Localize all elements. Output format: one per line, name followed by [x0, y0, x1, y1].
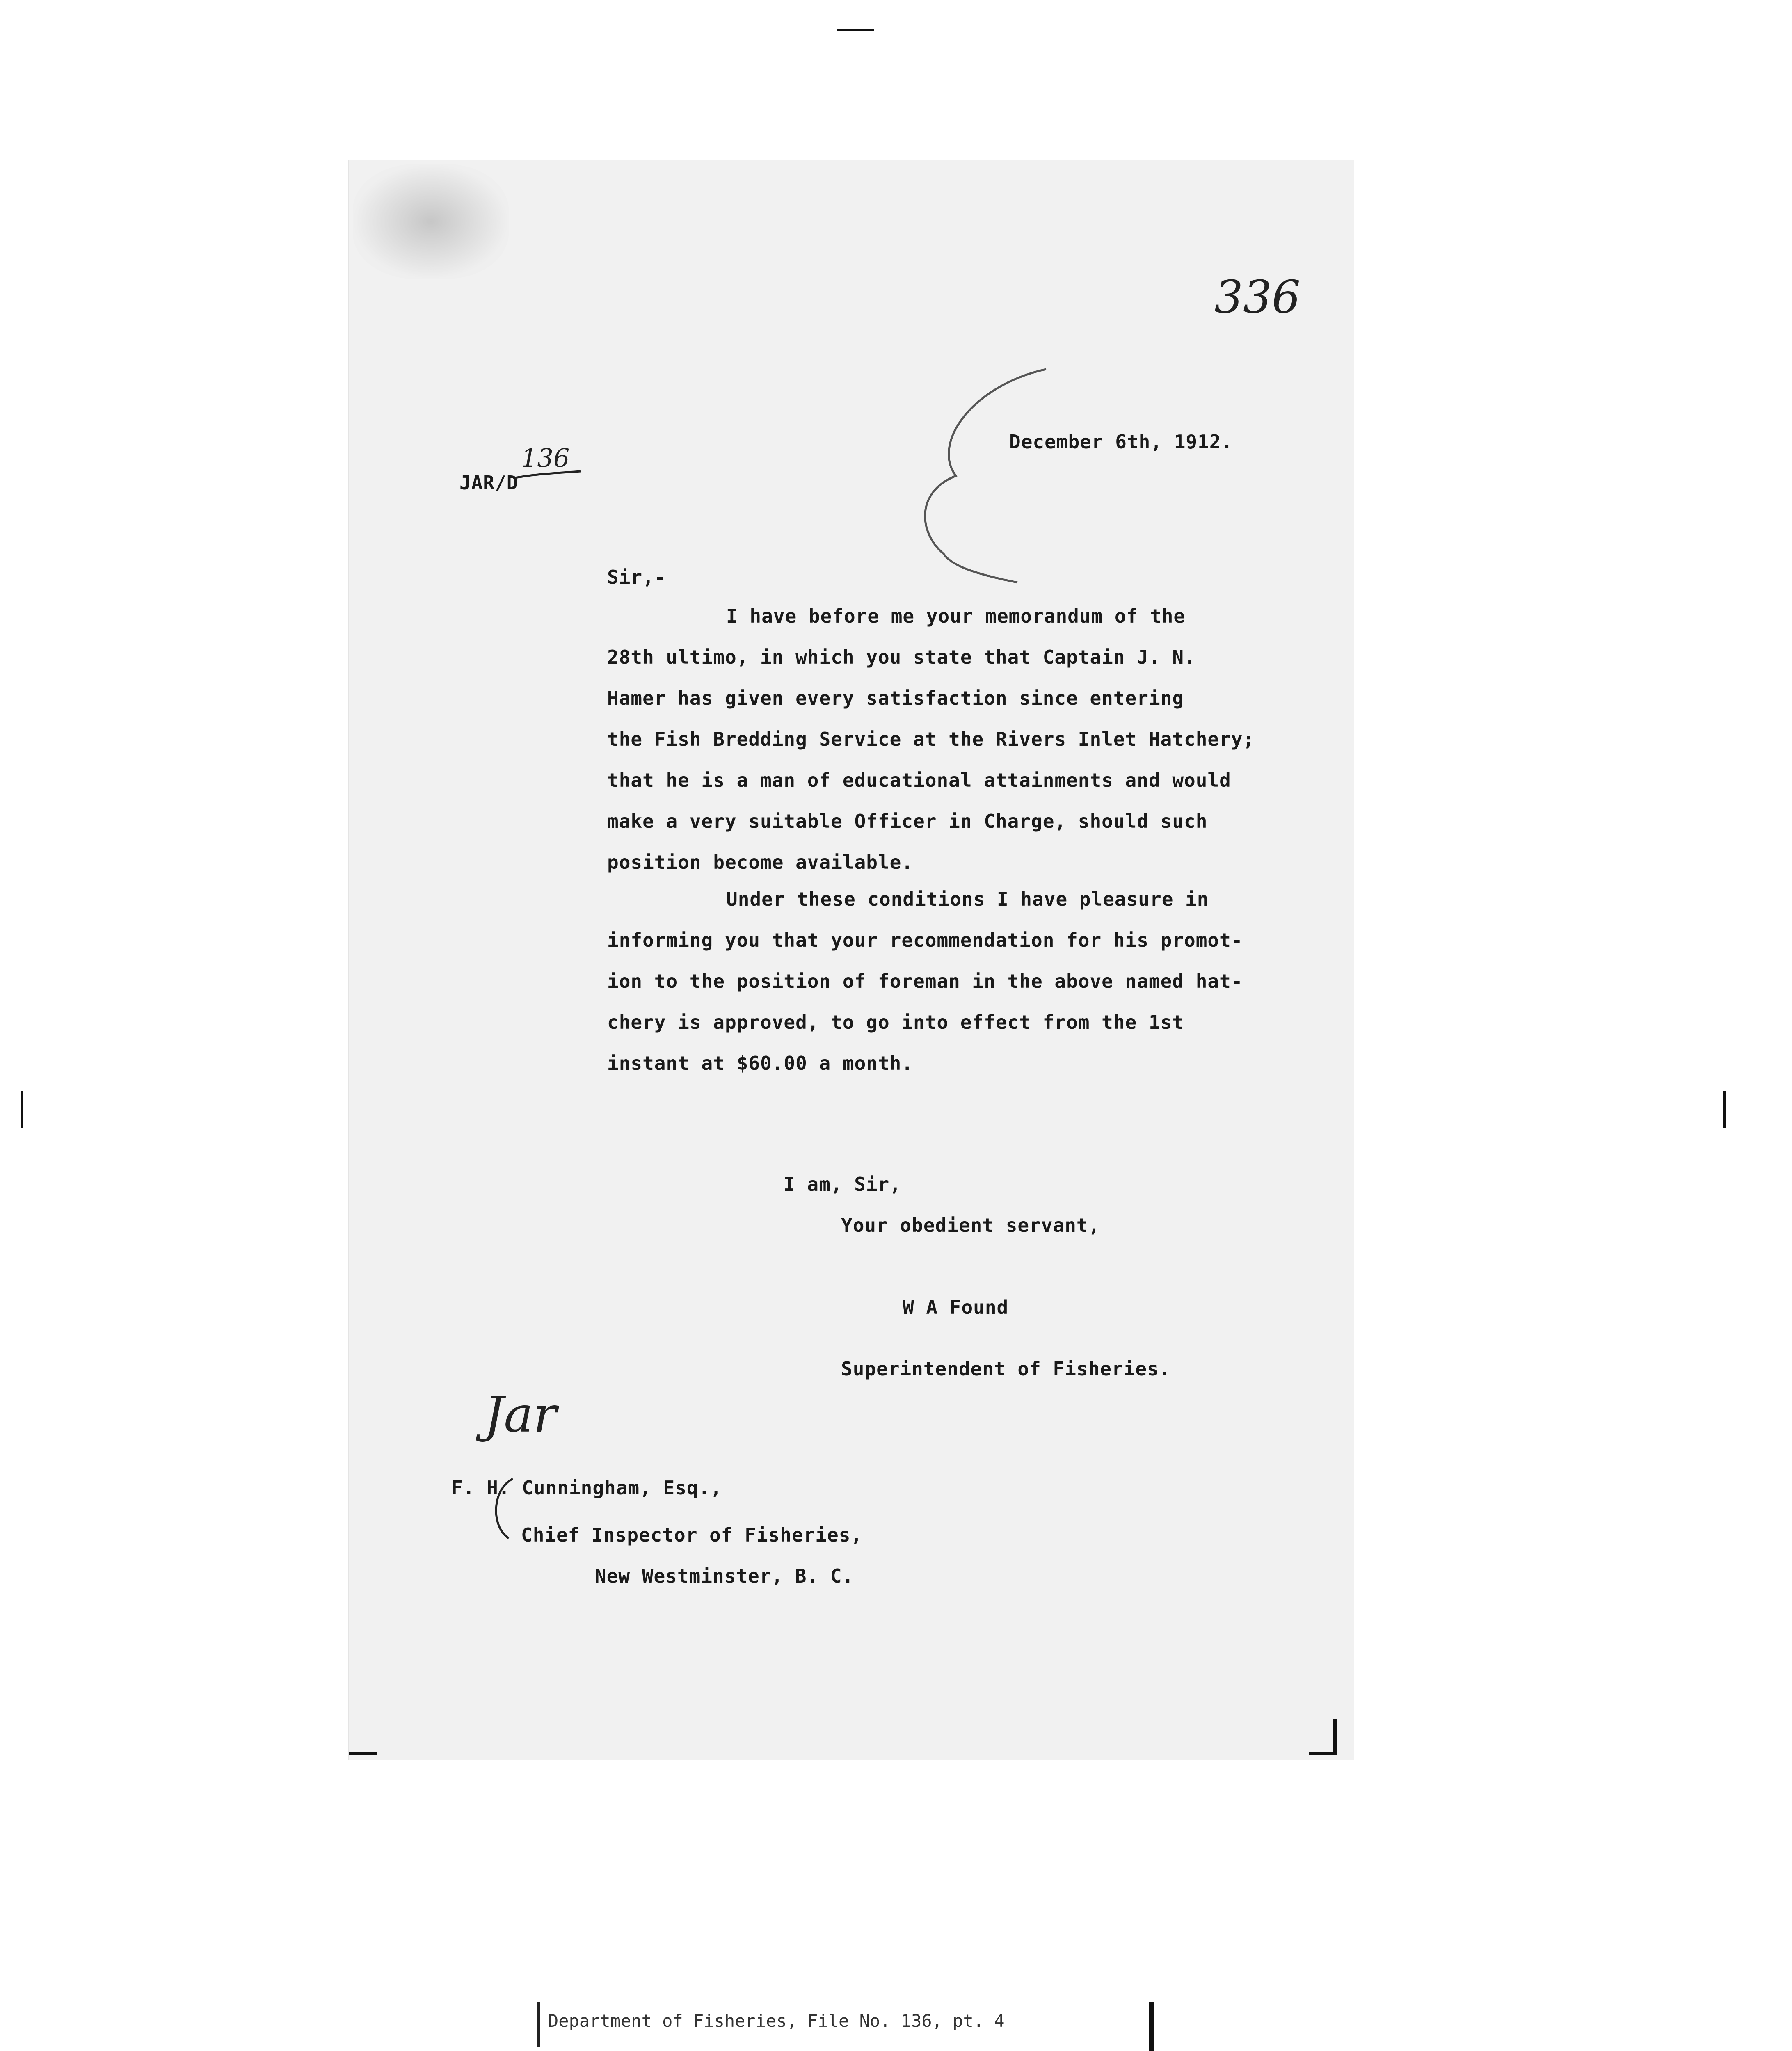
body-line: ion to the position of foreman in the above named hat- [607, 970, 1243, 992]
archive-file-label [537, 2002, 1155, 2047]
salutation: Sir,- [607, 566, 666, 588]
addressee-name: F. H. Cunningham, Esq., [451, 1477, 722, 1499]
reference-prefix: JAR/D [459, 472, 519, 494]
body-line: position become available. [607, 851, 914, 873]
frame-mark-top [837, 29, 874, 31]
reference-underline [513, 470, 583, 482]
body-line: 28th ultimo, in which you state that Captain J. N. [607, 646, 1196, 668]
body-line: I have before me your memorandum of the [726, 605, 1186, 627]
body-line: that he is a man of educational attainments and would [607, 769, 1231, 791]
addressee-location: New Westminster, B. C. [595, 1565, 854, 1587]
addressee-position: Chief Inspector of Fisheries, [521, 1524, 863, 1546]
body-line: informing you that your recommendation for his promot- [607, 929, 1243, 951]
pencil-curve-mark [882, 361, 1054, 591]
sheet-bottom-edge-left [349, 1752, 377, 1755]
archive-file-label-text: Department of Fisheries, File No. 136, pt. 4 [548, 2011, 1005, 2031]
signature-title: Superintendent of Fisheries. [841, 1358, 1171, 1380]
paper-smudge-top-left [353, 164, 509, 279]
closing-line-2: Your obedient servant, [841, 1214, 1100, 1236]
letter-date: December 6th, 1912. [1009, 431, 1233, 453]
handwritten-initials: Jar [484, 1386, 557, 1443]
body-line: instant at $60.00 a month. [607, 1052, 914, 1074]
closing-line-1: I am, Sir, [784, 1173, 901, 1195]
frame-mark-right [1723, 1091, 1726, 1128]
frame-mark-left [21, 1091, 23, 1128]
signature-name: W A Found [903, 1296, 1009, 1318]
reference-file-number: 136 [521, 443, 570, 473]
label-strip-right-bracket [1149, 2002, 1154, 2051]
body-line: Under these conditions I have pleasure in [726, 888, 1209, 910]
body-line: make a very suitable Officer in Charge, should such [607, 810, 1208, 832]
body-line: Hamer has given every satisfaction since entering [607, 687, 1184, 709]
body-line: chery is approved, to go into effect from the 1st [607, 1011, 1184, 1033]
body-line: the Fish Bredding Service at the Rivers Inlet Hatchery; [607, 728, 1255, 750]
handwritten-page-number: 336 [1214, 271, 1301, 323]
sheet-bottom-corner-right [1333, 1719, 1337, 1755]
